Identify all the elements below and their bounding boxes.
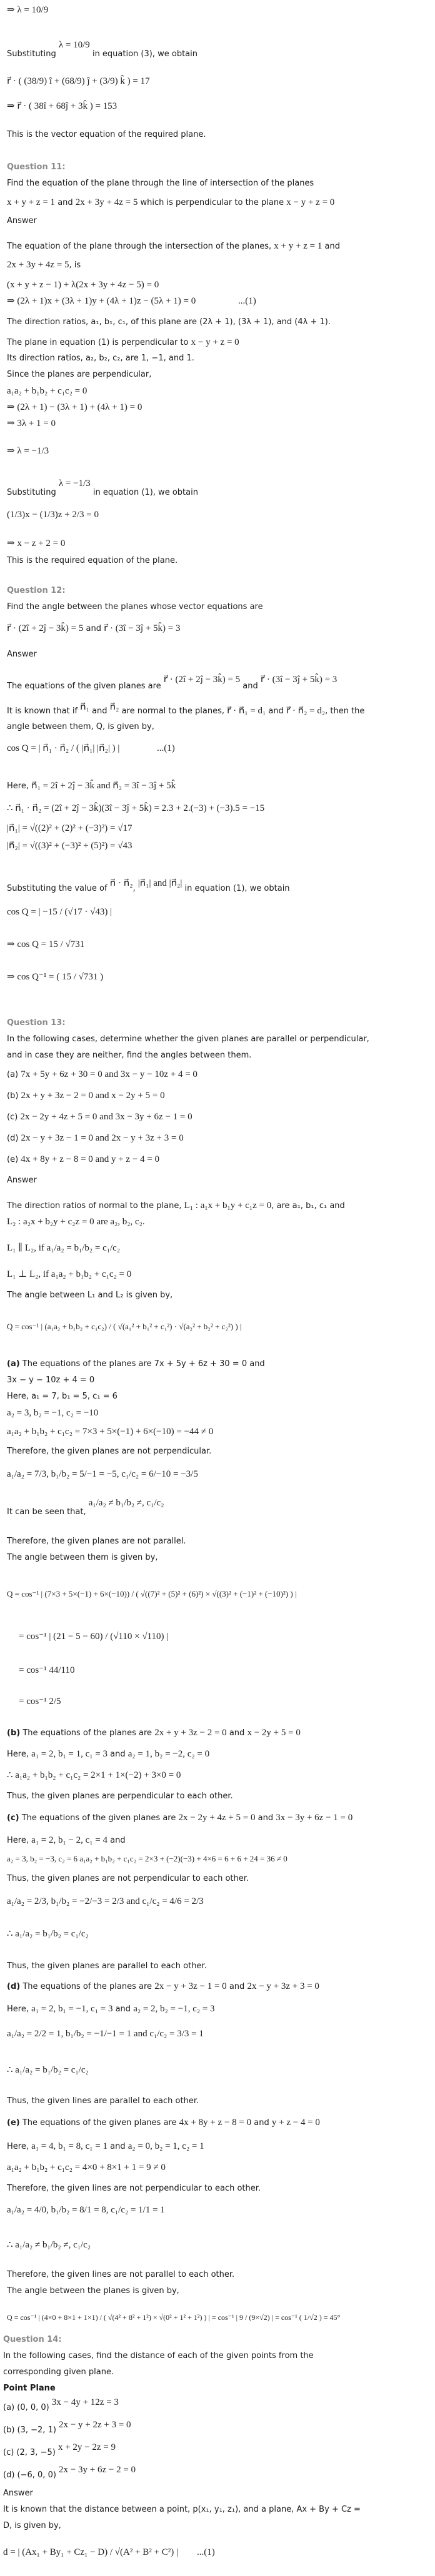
q13e-dot: a₁a₂ + b₁b₂ + c₁c₂ = 4×0 + 8×1 + 1 = 9 ≠ 0 <box>7 2162 166 2172</box>
q13a-angle-text: The angle between them is given by, <box>7 1553 158 1562</box>
q11-a-line1: The equation of the plane through the intersection of the planes, x + y + z = 1 and <box>7 241 340 251</box>
q13d-conclusion: Thus, the given lines are parallel to each other. <box>7 2096 199 2106</box>
q12-here: Here, n⃗₁ = 2î + 2ĵ − 3k̂ and n⃗₂ = 3î − 3ĵ + 5k̂ <box>7 781 176 791</box>
q12-known-line1: It is known that if n⃗₁ and n⃗₂ are normal to the planes, r⃗ · n⃗₁ = d₁ and r⃗ · n⃗₂ = d₂, then the <box>7 702 365 716</box>
q13-option-c: (c) 2x − 2y + 4z + 5 = 0 and 3x − 3y + 6z − 1 = 0 <box>7 1112 192 1122</box>
q13c-conclusion: Thus, the given planes are parallel to each other. <box>7 1961 207 1971</box>
q11-conclusion: This is the required equation of the plane. <box>7 556 178 565</box>
q11-step4: ⇒ λ = −1/3 <box>7 446 49 456</box>
q13a-intro: (a) The equations of the planes are 7x + 5y + 6z + 30 = 0 and <box>7 1359 265 1369</box>
q13-prompt-line1: In the following cases, determine whether the given planes are parallel or perpendicular, <box>7 1034 369 1044</box>
q13d-here: Here, a₁ = 2, b₁ = −1, c₁ = 3 and a₂ = 2, b₂ = −1, c₂ = 3 <box>7 2004 215 2014</box>
q11-answer-label: Answer <box>7 216 37 225</box>
q13-dr-line1: The direction ratios of normal to the plane, L₁ : a₁x + b₁y + c₁z = 0, are a₁, b₁, c₁ and <box>7 1201 345 1211</box>
q11-step1: a₁a₂ + b₁b₂ + c₁c₂ = 0 <box>7 386 88 396</box>
q12-prompt-equations: r⃗ · (2î + 2ĵ − 3k̂) = 5 and r⃗ · (3î − 3ĵ + 5k̂) = 3 <box>7 623 181 633</box>
q13e-not-perpendicular: Therefore, the given lines are not perpendicular to each other. <box>7 2184 261 2193</box>
q13-parallel-rule: L₁ ∥ L₂, if a₁/a₂ = b₁/b₂ = c₁/c₂ <box>7 1243 121 1253</box>
q13-option-b: (b) 2x + y + 3z − 2 = 0 and x − 2y + 5 = 0 <box>7 1091 165 1101</box>
q13-prompt-line2: and in case they are neither, find the angles between them. <box>7 1051 252 1060</box>
q12-substituting: Substituting the value of n⃗ · n⃗₂, |n⃗₁| and |n⃗₂| in equation (1), we obtain <box>7 878 290 893</box>
q13-answer-label: Answer <box>7 1176 37 1185</box>
q14-known-line1: It is known that the distance between a point, p(x₁, y₁, z₁), and a plane, Ax + By + Cz = <box>3 2505 361 2514</box>
q13d-ratios: a₁/a₂ = 2/2 = 1, b₁/b₂ = −1/−1 = 1 and c₁/c₂ = 3/3 = 1 <box>7 2029 204 2039</box>
q14-row-a: (a) (0, 0, 0) 3x − 4y + 12z = 3 <box>3 2397 119 2412</box>
q11-prompt-line1: Find the equation of the plane through the line of intersection of the planes <box>7 179 314 188</box>
q13c-here2: a₂ = 3, b₂ = −3, c₂ = 6 a₁a₂ + b₁b₂ + c₁c₂ = 2×3 + (−2)(−3) + 4×6 = 6 + 6 + 24 = 36 ≠ 0 <box>7 1854 288 1863</box>
q14-prompt-line1: In the following cases, find the distance of each of the given points from the <box>3 2351 314 2361</box>
q13a-here1: Here, a₁ = 7, b₁ = 5, c₁ = 6 <box>7 1392 118 1401</box>
q14-row-c: (c) (2, 3, −5) x + 2y − 2z = 9 <box>3 2442 116 2457</box>
q14-answer-label: Answer <box>3 2489 33 2498</box>
q13e-intro: (e) The equations of the given planes are 4x + 8y + z − 8 = 0 and y + z − 4 = 0 <box>7 2118 320 2128</box>
q12-given-planes: The equations of the given planes are r⃗ · (2î + 2ĵ − 3k̂) = 5 and r⃗ · (3î − 3ĵ + 5k̂) = 3 <box>7 675 338 691</box>
q12-known-line2: angle between them, Q, is given by, <box>7 722 154 731</box>
q11-expanded-equation: ⇒ (2λ + 1)x + (3λ + 1)y + (4λ + 1)z − (5λ + 1) = 0 ...(1) <box>7 296 256 306</box>
q12-cos-step2: ⇒ cos Q = 15 / √731 <box>7 939 85 949</box>
q13e-not-parallel: Therefore, the given lines are not parallel to each other. <box>7 2270 235 2279</box>
q13a-not-perpendicular: Therefore, the given planes are not perpendicular. <box>7 1447 212 1456</box>
q14-known-line2: D, is given by, <box>3 2521 61 2530</box>
q13-option-a: (a) 7x + 5y + 6z + 30 = 0 and 3x − y − 10z + 4 = 0 <box>7 1069 198 1079</box>
q13c-equal: ∴ a₁/a₂ = b₁/b₂ = c₁/c₂ <box>7 1929 89 1939</box>
q11-step3: ⇒ 3λ + 1 = 0 <box>7 419 56 429</box>
q12-magnitude-n1: |n⃗₁| = √((2)² + (2)² + (−3)²) = √17 <box>7 823 132 833</box>
vector-equation-fraction: r⃗ · ( (38/9) î + (68/9) ĵ + (3/9) k̂ ) = 17 <box>7 76 150 86</box>
q13b-dot: ∴ a₁a₂ + b₁b₂ + c₁c₂ = 2×1 + 1×(−2) + 3×0 = 0 <box>7 1770 181 1780</box>
q12-cos-step3: ⇒ cos Q⁻¹ = ( 15 / √731 ) <box>7 972 104 982</box>
q13b-here: Here, a₁ = 2, b₁ = 1, c₁ = 3 and a₂ = 1, b₂ = −2, c₂ = 0 <box>7 1749 210 1759</box>
q12-cos-step1: cos Q = | −15 / (√17 · √43) | <box>7 907 112 917</box>
q13e-angle-text: The angle between the planes is given by, <box>7 2286 179 2296</box>
question-13-heading: Question 13: <box>7 1018 66 1028</box>
q13-angle-formula: Q = cos⁻¹ | (a₁a₂ + b₁b₂ + c₁c₂) / ( √(a₁² + b₁² + c₁²) · √(a₂² + b₂² + c₂²) ) | <box>7 1322 242 1331</box>
q11-prompt-line2: x + y + z = 1 and 2x + 3y + 4z = 5 which is perpendicular to the plane x − y + z = 0 <box>7 197 335 207</box>
question-12-heading: Question 12: <box>7 586 66 595</box>
q13e-ratios: a₁/a₂ = 4/0, b₁/b₂ = 8/1 = 8, c₁/c₂ = 1/1 = 1 <box>7 2205 165 2215</box>
q13a-angle-step3: = cos⁻¹ 44/110 <box>19 1665 75 1675</box>
q13d-intro: (d) The equations of the planes are 2x − y + 3z − 1 = 0 and 2x − y + 3z + 3 = 0 <box>7 1981 319 1991</box>
q14-row-d: (d) (−6, 0, 0) 2x − 3y + 6z − 2 = 0 <box>3 2465 136 2480</box>
q13-dr-line2: L₂ : a₂x + b₂y + c₂z = 0 are a₂, b₂, c₂. <box>7 1217 145 1227</box>
q10-conclusion: This is the vector equation of the required plane. <box>7 130 206 139</box>
q13a-angle-step4: = cos⁻¹ 2/5 <box>19 1697 61 1707</box>
q11-since: Since the planes are perpendicular, <box>7 370 152 379</box>
q13a-dot: a₁a₂ + b₁b₂ + c₁c₂ = 7×3 + 5×(−1) + 6×(−10) = −44 ≠ 0 <box>7 1427 214 1437</box>
substituting-line: Substituting λ = 10/9 in equation (3), we obtain <box>7 40 198 59</box>
question-14-heading: Question 14: <box>3 2335 62 2344</box>
q12-magnitude-n2: |n⃗₂| = √((3)² + (−3)² + (5)²) = √43 <box>7 841 132 851</box>
q14-prompt-line2: corresponding given plane. <box>3 2367 114 2377</box>
q11-result2: ⇒ x − z + 2 = 0 <box>7 538 66 548</box>
q13b-conclusion: Thus, the given planes are perpendicular to each other. <box>7 1791 233 1801</box>
q13-option-e: (e) 4x + 8y + z − 8 = 0 and y + z − 4 = 0 <box>7 1154 159 1164</box>
q11-direction-ratios-1: The direction ratios, a₁, b₁, c₁, of this plane are (2λ + 1), (3λ + 1), and (4λ + 1). <box>7 317 331 327</box>
q12-prompt: Find the angle between the planes whose vector equations are <box>7 602 263 612</box>
q12-dot-product: ∴ n⃗₁ · n⃗₂ = (2î + 2ĵ − 3k̂)(3î − 3ĵ + 5k̂) = 2.3 + 2.(−3) + (−3).5 = −15 <box>7 803 265 813</box>
q11-a-line2: 2x + 3y + 4z = 5, is <box>7 260 81 270</box>
q11-result1: (1/3)x − (1/3)z + 2/3 = 0 <box>7 510 99 520</box>
q14-row-b: (b) (3, −2, 1) 2x − y + 2z + 3 = 0 <box>3 2420 131 2435</box>
q13-angle-text: The angle between L₁ and L₂ is given by, <box>7 1290 173 1300</box>
q13e-unequal: ∴ a₁/a₂ ≠ b₁/b₂ ≠, c₁/c₂ <box>7 2240 91 2250</box>
q13a-ratios: a₁/a₂ = 7/3, b₁/b₂ = 5/−1 = −5, c₁/c₂ = 6/−10 = −3/5 <box>7 1469 198 1479</box>
q13a-seen: It can be seen that, a₁/a₂ ≠ b₁/b₂ ≠, c₁/c₂ <box>7 1498 164 1517</box>
q13c-intro: (c) The equations of the given planes are 2x − 2y + 4z + 5 = 0 and 3x − 3y + 6z − 1 = 0 <box>7 1813 353 1823</box>
q11-step2: ⇒ (2λ + 1) − (3λ + 1) + (4λ + 1) = 0 <box>7 402 142 412</box>
q13e-here: Here, a₁ = 4, b₁ = 8, c₁ = 1 and a₂ = 0, b₂ = 1, c₂ = 1 <box>7 2141 204 2151</box>
vector-equation-final: ⇒ r⃗ · ( 38î + 68ĵ + 3k̂ ) = 153 <box>7 101 118 111</box>
q13d-equal: ∴ a₁/a₂ = b₁/b₂ = c₁/c₂ <box>7 2065 89 2075</box>
lambda-result: ⇒ λ = 10/9 <box>7 5 49 15</box>
question-11-heading: Question 11: <box>7 162 66 172</box>
q13a-not-parallel: Therefore, the given planes are not parallel. <box>7 1537 186 1546</box>
q13-option-d: (d) 2x − y + 3z − 1 = 0 and 2x − y + 3z + 3 = 0 <box>7 1133 184 1143</box>
q13a-angle-step2: = cos⁻¹ | (21 − 5 − 60) / (√110 × √110) | <box>19 1632 169 1642</box>
q13e-angle-equation: Q = cos⁻¹ | (4×0 + 8×1 + 1×1) / ( √(4² + 8² + 1²) × √(0² + 1² + 1²) ) | = cos⁻¹ | 9 / (9×√2) | = cos⁻¹ ( 1/√2 ) = 45° <box>7 2313 341 2322</box>
q14-distance-formula: d = | (Ax₁ + By₁ + Cz₁ − D) / √(A² + B² + C²) | ...(1) <box>3 2547 215 2557</box>
q14-table-header: Point Plane <box>3 2384 56 2393</box>
q11-substituting: Substituting λ = −1/3 in equation (1), we obtain <box>7 478 198 497</box>
q12-answer-label: Answer <box>7 650 37 659</box>
q13c-here: Here, a₁ = 2, b₁ − 2, c₁ = 4 and <box>7 1835 126 1845</box>
q12-cos-formula: cos Q = | n⃗₁ · n⃗₂ / ( |n⃗₁| |n⃗₂| ) | ...(1) <box>7 743 175 753</box>
q13c-not-perpendicular: Thus, the given planes are not perpendicular to each other. <box>7 1874 249 1883</box>
q11-direction-ratios-2: Its direction ratios, a₂, b₂, c₂, are 1, −1, and 1. <box>7 354 194 363</box>
q13a-here2: a₂ = 3, b₂ = −1, c₂ = −10 <box>7 1408 99 1418</box>
q11-perpendicular-to: The plane in equation (1) is perpendicular to x − y + z = 0 <box>7 337 239 347</box>
q13a-intro2: 3x − y − 10z + 4 = 0 <box>7 1375 95 1385</box>
q11-family-equation: (x + y + z − 1) + λ(2x + 3y + 4z − 5) = 0 <box>7 280 159 290</box>
q13a-angle-step1: Q = cos⁻¹ | (7×3 + 5×(−1) + 6×(−10)) / ( √((7)² + (5)² + (6)²) × √((3)² + (−1)² + (−10)²) ) | <box>7 1589 297 1598</box>
q13b-intro: (b) The equations of the planes are 2x + y + 3z − 2 = 0 and x − 2y + 5 = 0 <box>7 1728 301 1738</box>
q13c-ratios: a₁/a₂ = 2/3, b₁/b₂ = −2/−3 = 2/3 and c₁/c₂ = 4/6 = 2/3 <box>7 1896 204 1906</box>
q13-perpendicular-rule: L₁ ⊥ L₂, if a₁a₂ + b₁b₂ + c₁c₂ = 0 <box>7 1269 132 1279</box>
